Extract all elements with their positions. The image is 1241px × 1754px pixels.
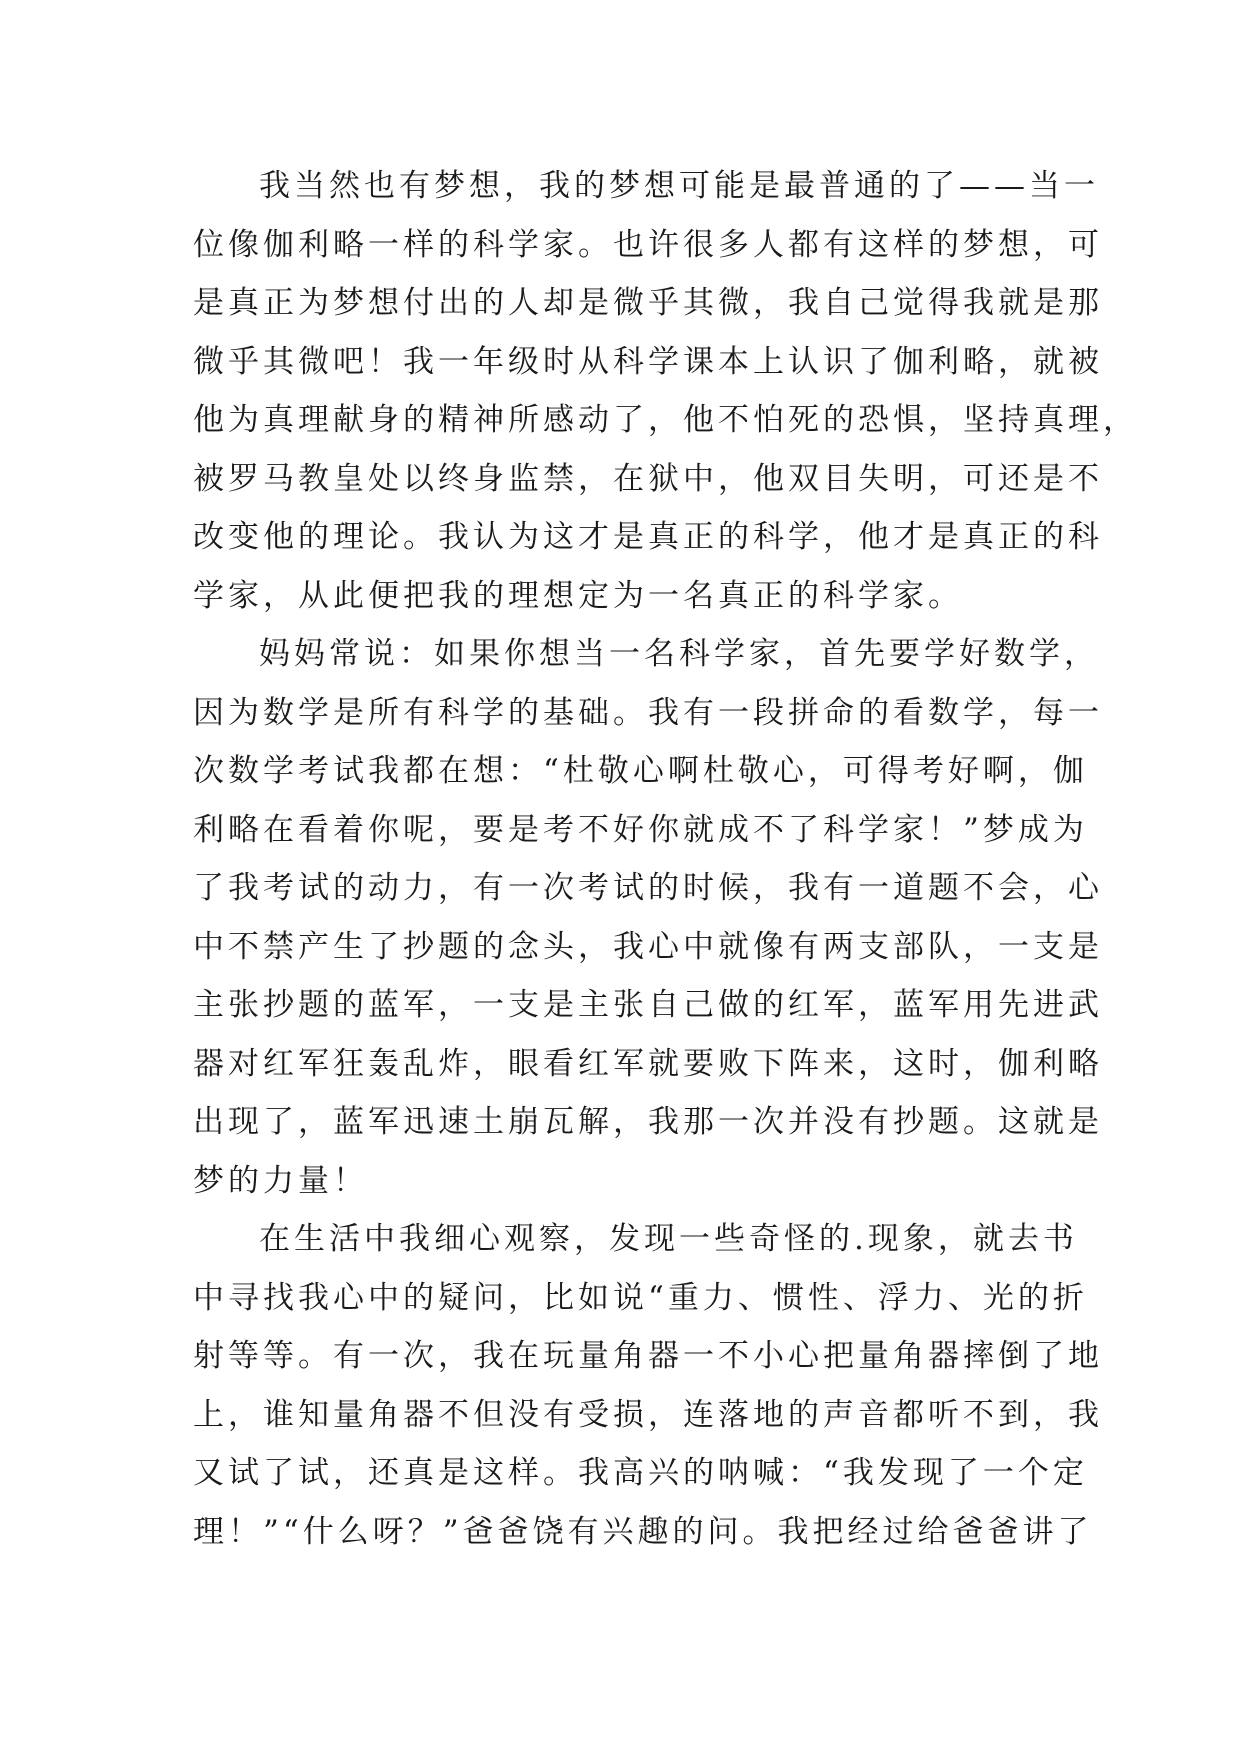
text-line: 次数学考试我都在想：“杜敬心啊杜敬心，可得考好啊，伽 [193,753,1088,789]
document-body [193,157,1138,1561]
text-line: 理！”“什么呀？”爸爸饶有兴趣的问。我把经过给爸爸讲了 [193,1513,1093,1550]
text-line: 是真正为梦想付出的人却是微乎其微，我自己觉得我就是那 [193,285,1103,321]
text-line: 又试了试，还真是这样。我高兴的呐喊：“我发现了一个定 [193,1455,1088,1491]
text-line: 利略在看着你呢，要是考不好你就成不了科学家！”梦成为 [193,811,1088,848]
text-line: 中不禁产生了抄题的念头，我心中就像有两支部队，一支是 [193,928,1103,965]
paragraph-2 [193,625,1103,1210]
text-line: 器对红军狂轰乱炸，眼看红军就要败下阵来，这时，伽利略 [193,1045,1103,1082]
text-line: 微乎其微吧！我一年级时从科学课本上认识了伽利略，就被 [193,343,1103,380]
text-line: 因为数学是所有科学的基础。我有一段拼命的看数学，每一 [193,694,1103,731]
text-line: 学家，从此便把我的理想定为一名真正的科学家。 [193,577,963,614]
text-line: 中寻找我心中的疑问，比如说“重力、惯性、浮力、光的折 [193,1279,1088,1316]
text-line: 了我考试的动力，有一次考试的时候，我有一道题不会，心 [193,870,1103,906]
text-line: 位像伽利略一样的科学家。也许很多人都有这样的梦想，可 [193,226,1103,263]
text-line: 我当然也有梦想，我的梦想可能是最普通的了——当一 [259,168,1099,204]
text-line: 射等等。有一次，我在玩量角器一不小心把量角器摔倒了地 [193,1338,1103,1374]
text-line: 改变他的理论。我认为这才是真正的科学，他才是真正的科 [193,519,1103,555]
text-line: 被罗马教皇处以终身监禁，在狱中，他双目失明，可还是不 [193,460,1103,497]
text-line: 上，谁知量角器不但没有受损，连落地的声音都听不到，我 [193,1396,1103,1433]
text-line: 主张抄题的蓝军，一支是主张自己做的红军，蓝军用先进武 [193,987,1103,1023]
text-line: 梦的力量！ [193,1162,368,1199]
text-line: 在生活中我细心观察，发现一些奇怪的.现象，就去书 [259,1221,1078,1257]
text-line: 出现了，蓝军迅速土崩瓦解，我那一次并没有抄题。这就是 [193,1104,1103,1140]
text-line: 妈妈常说：如果你想当一名科学家，首先要学好数学， [259,636,1099,672]
paragraph-3 [193,1210,1103,1561]
paragraph-1 [193,157,1138,625]
text-line: 他为真理献身的精神所感动了，他不怕死的恐惧，坚持真理， [193,402,1138,438]
